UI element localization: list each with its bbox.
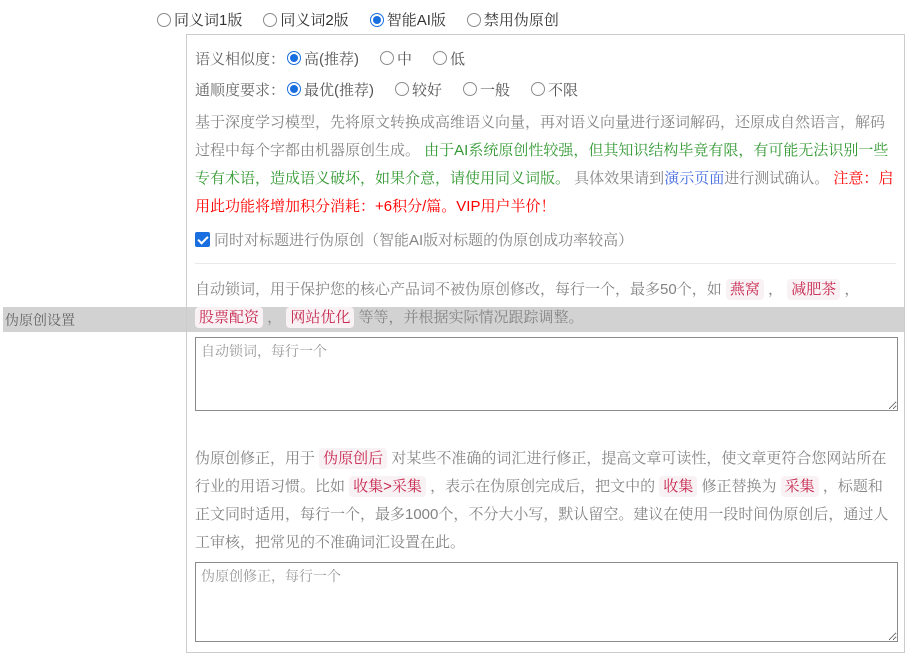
radio-option[interactable] <box>287 79 374 100</box>
text-segment: 等等，并根据实际情况跟踪调整。 <box>354 309 584 326</box>
text-segment: 伪原创修正，用于 <box>195 450 320 467</box>
text-segment: 进行测试确认。 <box>724 170 834 187</box>
radio-option-label: 中 <box>397 50 413 68</box>
text-segment: 基于深度学习模型，先将原文转换成高维语义向量，再对语义向量进行逐词解码，还原成自然语言，解码过程中每个字都由机器原创生成。 <box>195 114 886 159</box>
radio-option-label: 高(推荐) <box>304 50 360 68</box>
radio-icon[interactable] <box>531 82 545 96</box>
checkbox-checked-icon[interactable] <box>195 232 210 247</box>
radio-option[interactable] <box>395 79 442 100</box>
text-segment: ， <box>840 281 860 298</box>
radio-option-label: 同义词1版 <box>174 12 243 29</box>
settings-panel <box>186 34 905 653</box>
radio-option-label: 较好 <box>412 81 443 99</box>
radio-option[interactable] <box>433 48 465 69</box>
radio-selected-icon[interactable] <box>287 82 301 96</box>
radio-option[interactable] <box>287 48 359 69</box>
radio-option-label: 低 <box>450 50 466 68</box>
radio-option-label: 同义词2版 <box>280 12 349 29</box>
radio-icon[interactable] <box>467 13 481 27</box>
text-segment: 修正替换为 <box>697 478 781 495</box>
text-segment: 具体效果请到 <box>570 170 665 187</box>
radio-icon[interactable] <box>463 82 477 96</box>
text-segment: ， <box>263 309 287 326</box>
radio-selected-icon[interactable] <box>287 51 301 65</box>
keyword-tag: 收集>采集 <box>349 476 426 497</box>
text-segment: 自动锁词，用于保护您的核心产品词不被伪原创修改，每行一个，最多50个，如 <box>195 281 726 298</box>
radio-icon[interactable] <box>433 51 447 65</box>
radio-icon[interactable] <box>395 82 409 96</box>
text-segment: 由于AI系统原创性较强，但其知识结构毕竟有限，有可能无法识别一些专有术语，造成语义破坏，如果介意，请使用同义词版。 <box>195 142 889 187</box>
text-segment: ， <box>763 281 788 298</box>
keyword-tag: 采集 <box>781 476 819 497</box>
radio-icon[interactable] <box>157 13 171 27</box>
title-pseudo-checkbox-row[interactable] <box>195 228 896 250</box>
similarity-radio-group <box>287 48 465 69</box>
fluency-label: 通顺度要求： <box>195 81 286 99</box>
radio-option[interactable] <box>370 9 446 30</box>
keyword-tag: 网站优化 <box>286 307 354 328</box>
fluency-radio-group <box>287 79 578 100</box>
text-segment: 对某些不准确的词汇进行修正，提高文章可读性，使文章更符合您网站所在行业的用语习惯。比如 <box>195 450 887 495</box>
divider <box>195 263 896 264</box>
radio-option-label: 禁用伪原创 <box>483 12 559 29</box>
keyword-tag: 燕窝 <box>726 279 764 300</box>
correction-description <box>195 445 896 557</box>
keyword-tag: 伪原创后 <box>319 448 387 469</box>
fluency-row <box>195 78 896 100</box>
radio-option[interactable] <box>157 9 242 30</box>
radio-option-label: 最优(推荐) <box>304 81 375 99</box>
text-segment: 注意：启用此功能将增加积分消耗：+6积分/篇。VIP用户半价！ <box>195 170 894 215</box>
radio-option[interactable] <box>531 79 578 100</box>
version-radio-group <box>157 9 559 30</box>
ai-description <box>195 109 896 221</box>
radio-icon[interactable] <box>380 51 394 65</box>
title-pseudo-checkbox-label: 同时对标题进行伪原创（智能AI版对标题的伪原创成功率较高） <box>214 231 634 249</box>
radio-option-label: 智能AI版 <box>386 12 446 29</box>
radio-option[interactable] <box>263 9 348 30</box>
field-label: 伪原创设置 <box>5 312 75 328</box>
radio-option-label: 一般 <box>480 81 511 99</box>
radio-option[interactable] <box>467 9 559 30</box>
keyword-tag: 减肥茶 <box>787 279 840 300</box>
radio-option-label: 不限 <box>548 81 579 99</box>
radio-icon[interactable] <box>263 13 277 27</box>
demo-page-link[interactable]: 演示页面 <box>664 170 725 187</box>
keyword-tag: 收集 <box>659 476 697 497</box>
correction-textarea[interactable] <box>195 562 898 642</box>
radio-option[interactable] <box>463 79 510 100</box>
similarity-row <box>195 47 896 69</box>
text-segment: ，标题和正文同时适用，每行一个，最多1000个，不分大小写，默认留空。建议在使用一段时间伪原创后，通过人工审核，把常见的不准确词汇设置在此。 <box>195 478 889 551</box>
lock-words-textarea[interactable] <box>195 337 898 411</box>
radio-selected-icon[interactable] <box>370 13 384 27</box>
text-segment: ，表示在伪原创完成后，把文中的 <box>425 478 660 495</box>
radio-option[interactable] <box>380 48 412 69</box>
keyword-tag: 股票配资 <box>195 307 263 328</box>
similarity-label: 语义相似度： <box>195 50 286 68</box>
lock-words-description <box>195 276 896 332</box>
